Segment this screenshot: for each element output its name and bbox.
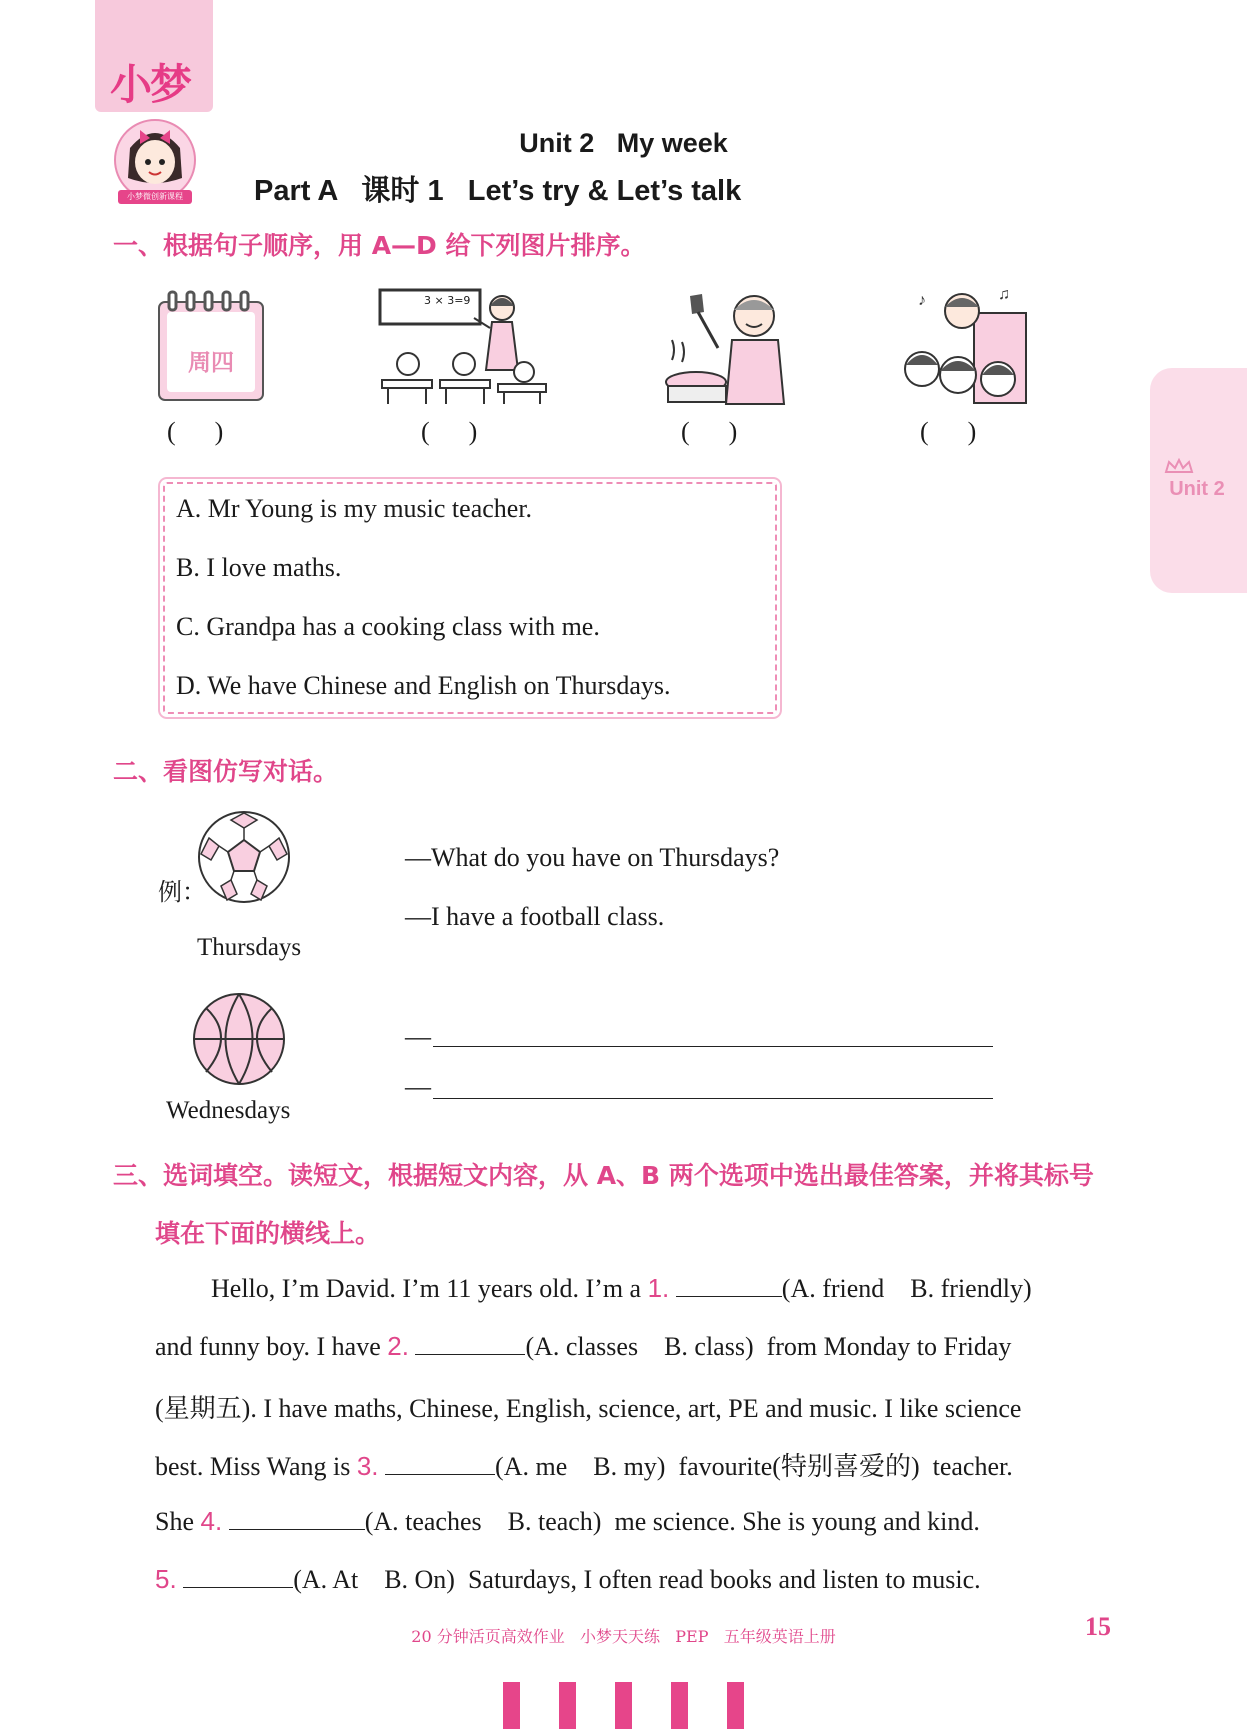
passage-text: Hello, I’m David. I’m 11 years old. I’m a bbox=[211, 1274, 648, 1303]
grandpa-cooking-icon bbox=[662, 290, 790, 406]
music-picture bbox=[898, 285, 1030, 405]
blank-number: 3. bbox=[356, 1451, 379, 1481]
svg-text:♫: ♫ bbox=[998, 286, 1010, 303]
passage-text: best. Miss Wang is bbox=[155, 1452, 357, 1481]
brand-logo: 小梦 bbox=[110, 60, 191, 109]
calendar-picture bbox=[155, 288, 267, 404]
passage-text: and funny boy. I have bbox=[155, 1332, 388, 1361]
section3-heading-line2: 填在下面的横线上。 bbox=[155, 1219, 381, 1248]
passage-line-1 bbox=[211, 1272, 1032, 1304]
passage-choices: (A. me B. my) favourite(特别喜爱的) teacher. bbox=[495, 1452, 1013, 1481]
example-answer: —I have a football class. bbox=[405, 902, 665, 931]
answer-blank-3[interactable] bbox=[385, 1450, 495, 1475]
unit-title: Unit 2 My week bbox=[519, 128, 728, 158]
blank-number: 5. bbox=[155, 1564, 177, 1594]
task-day: Wednesdays bbox=[166, 1097, 291, 1124]
option-a: A. Mr Young is my music teacher. bbox=[176, 494, 533, 523]
svg-text:♪: ♪ bbox=[918, 292, 926, 309]
passage-choices: (A. friend B. friendly) bbox=[781, 1274, 1032, 1303]
passage-text: She bbox=[155, 1507, 201, 1536]
passage-line-3 bbox=[155, 1388, 1021, 1425]
example-question: —What do you have on Thursdays? bbox=[405, 843, 780, 872]
task-dash-2: — bbox=[405, 1072, 431, 1101]
crown-icon bbox=[1164, 458, 1194, 474]
answer-paren-4[interactable]: ( ) bbox=[920, 417, 977, 446]
option-d: D. We have Chinese and English on Thursdays. bbox=[176, 671, 671, 700]
section3-heading-line1: 三、选词填空。读短文，根据短文内容，从 A、B 两个选项中选出最佳答案，并将其标号 bbox=[113, 1161, 1094, 1190]
answer-paren-3[interactable]: ( ) bbox=[681, 417, 738, 446]
calendar-label: 周四 bbox=[188, 350, 234, 376]
football-icon bbox=[197, 810, 291, 904]
basketball-picture bbox=[192, 992, 286, 1086]
example-day: Thursdays bbox=[197, 934, 302, 961]
answer-blank-4[interactable] bbox=[229, 1505, 365, 1530]
footer-text: 20 分钟活页高效作业 小梦天天练 PEP 五年级英语上册 bbox=[411, 1627, 836, 1646]
blank-number: 1. bbox=[647, 1273, 670, 1303]
answer-line-1[interactable] bbox=[433, 1046, 993, 1047]
cooking-picture bbox=[662, 290, 790, 406]
option-b: B. I love maths. bbox=[176, 553, 342, 582]
passage-line-4 bbox=[155, 1446, 1013, 1483]
music-teacher-icon bbox=[898, 285, 1030, 405]
passage-line-6 bbox=[155, 1563, 981, 1595]
mascot-badge-text: 小梦微创新课程 bbox=[127, 192, 183, 201]
football-picture bbox=[197, 810, 291, 904]
part-title: Part A 课时 1 Let’s try & Let’s talk bbox=[254, 175, 742, 207]
blank-number: 2. bbox=[387, 1331, 409, 1361]
answer-blank-2[interactable] bbox=[415, 1330, 525, 1355]
option-c: C. Grandpa has a cooking class with me. bbox=[176, 612, 600, 641]
basketball-icon bbox=[192, 992, 286, 1086]
edge-mark bbox=[559, 1682, 576, 1729]
passage-choices: (A. At B. On) Saturdays, I often read books and listen to music. bbox=[293, 1565, 981, 1594]
section2-heading: 二、看图仿写对话。 bbox=[113, 757, 339, 786]
classroom-picture bbox=[378, 288, 550, 406]
passage-line-2 bbox=[155, 1330, 1011, 1362]
passage-text: (星期五). I have maths, Chinese, English, science, art, PE and music. I like science bbox=[155, 1394, 1022, 1423]
board-text: 3 × 3=9 bbox=[424, 294, 471, 307]
answer-blank-5[interactable] bbox=[183, 1563, 293, 1588]
passage-choices: (A. teaches B. teach) me science. She is young and kind. bbox=[364, 1507, 980, 1536]
edge-mark bbox=[727, 1682, 744, 1729]
blank-number: 4. bbox=[200, 1506, 223, 1536]
answer-paren-2[interactable]: ( ) bbox=[421, 417, 478, 446]
passage-choices: (A. classes B. class) from Monday to Friday bbox=[525, 1332, 1012, 1361]
edge-mark bbox=[503, 1682, 520, 1729]
answer-paren-1[interactable]: ( ) bbox=[167, 417, 224, 446]
passage-line-5 bbox=[155, 1505, 980, 1537]
side-tab-label: Unit 2 bbox=[1169, 478, 1225, 500]
example-label: 例： bbox=[158, 878, 206, 906]
page-number: 15 bbox=[1085, 1612, 1111, 1641]
answer-line-2[interactable] bbox=[433, 1098, 993, 1099]
edge-mark bbox=[671, 1682, 688, 1729]
task-dash-1: — bbox=[405, 1022, 431, 1051]
edge-mark bbox=[615, 1682, 632, 1729]
answer-blank-1[interactable] bbox=[676, 1272, 782, 1297]
section1-heading: 一、根据句子顺序，用 A—D 给下列图片排序。 bbox=[113, 231, 646, 260]
